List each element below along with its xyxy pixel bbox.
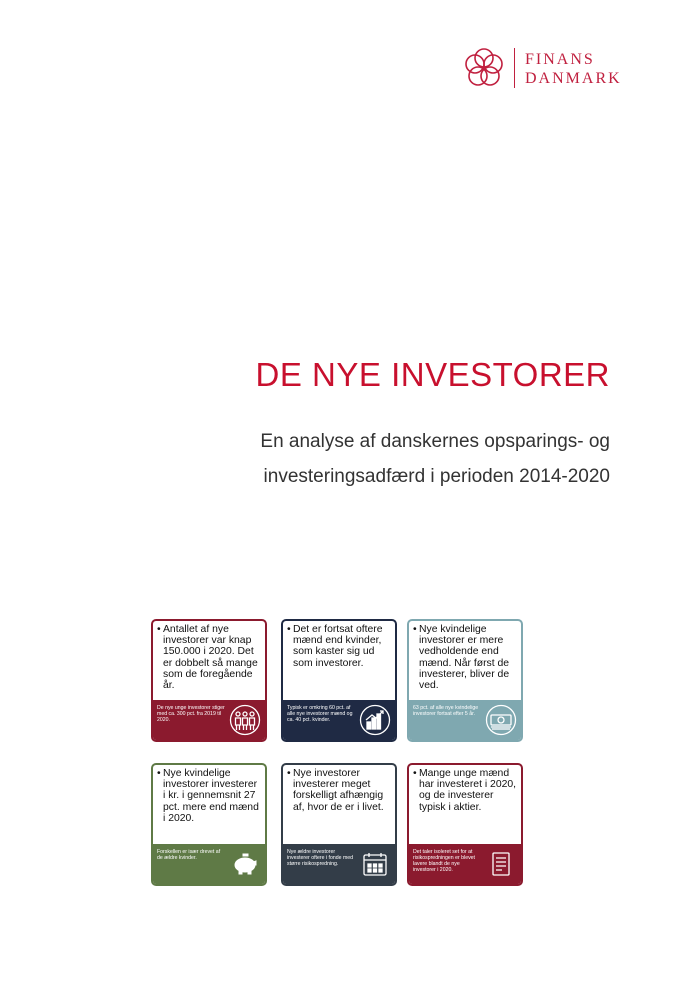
card-footer — [153, 844, 265, 884]
logo-knot-icon — [462, 46, 506, 90]
logo-wordmark — [525, 50, 622, 88]
logo-line-1: FINANS — [525, 51, 595, 68]
document-subtitle — [140, 424, 610, 494]
card-text: • Nye kvindelige investorer er mere vedholdende end mænd. Når først de investerer, bliver de ved. — [413, 624, 518, 691]
people-icon — [229, 704, 261, 736]
fact-card — [407, 763, 523, 886]
fact-card — [407, 619, 523, 742]
fact-card — [151, 619, 267, 742]
card-text: • Nye kvindelige investorer investerer i kr. i gennemsnit 27 pct. mere end mænd i 2020. — [157, 768, 262, 824]
money-icon — [485, 704, 517, 736]
fact-card — [281, 619, 397, 742]
logo-divider — [514, 48, 515, 88]
bar-chart-icon — [359, 704, 391, 736]
card-footer — [283, 844, 395, 884]
subtitle-line-1: En analyse af danskernes opsparings- og — [260, 431, 610, 452]
finans-danmark-logo — [462, 46, 642, 92]
card-footer-text: Det taler isoleret set for at risikospredningen er blevet lavere blandt de nye investorer i 2020. — [413, 849, 475, 873]
card-footer-text: Forskellen er især drevet af de ældre kvinder. — [157, 849, 221, 861]
subtitle-line-2: investeringsadfærd i perioden 2014-2020 — [263, 466, 610, 487]
card-footer-text: 63 pct. af alle nye kvindelige investorer fortsat efter 5 år. — [413, 705, 479, 717]
calendar-icon — [359, 848, 391, 880]
card-footer-text: Nye ældre investorer investerer oftere i fonde med større risikospredning. — [287, 849, 354, 867]
document-icon — [485, 848, 517, 880]
card-main-text: Det er fortsat oftere mænd end kvinder, som kaster sig ud som investorer. — [293, 624, 383, 669]
card-main-text: Nye kvindelige investorer investerer i kr. i gennemsnit 27 pct. mere end mænd i 2020. — [163, 768, 259, 824]
card-footer — [409, 700, 521, 740]
card-main-text: Nye investorer investerer meget forskelligt afhængig af, hvor de er i livet. — [293, 768, 384, 813]
card-text: • Nye investorer investerer meget forskelligt afhængig af, hvor de er i livet. — [287, 768, 392, 813]
card-footer — [283, 700, 395, 740]
card-main-text: Mange unge mænd har investeret i 2020, og de investerer typisk i aktier. — [419, 768, 517, 813]
card-text: • Det er fortsat oftere mænd end kvinder, som kaster sig ud som investorer. — [287, 624, 392, 669]
card-footer-text: De nye unge investorer stiger med ca. 300 pct. fra 2019 til 2020. — [157, 705, 225, 723]
document-title: DE NYE INVESTORER — [255, 356, 610, 393]
card-main-text: Antallet af nye investorer var knap 150.000 i 2020. Det er dobbelt så mange som de foregående år. — [163, 624, 258, 692]
card-text: • Antallet af nye investorer var knap 150.000 i 2020. Det er dobbelt så mange som de foregående år. — [157, 624, 262, 691]
piggy-bank-icon — [229, 848, 261, 880]
card-footer — [153, 700, 265, 740]
logo-line-2: DANMARK — [525, 70, 622, 87]
card-footer — [409, 844, 521, 884]
card-text: • Mange unge mænd har investeret i 2020, og de investerer typisk i aktier. — [413, 768, 517, 813]
fact-card — [151, 763, 267, 886]
card-main-text: Nye kvindelige investorer er mere vedholdende end mænd. Når først de investerer, bliver de ved. — [419, 624, 510, 692]
fact-card — [281, 763, 397, 886]
card-footer-text: Typisk er omkring 60 pct. af alle nye investorer mænd og ca. 40 pct. kvinder. — [287, 705, 353, 723]
